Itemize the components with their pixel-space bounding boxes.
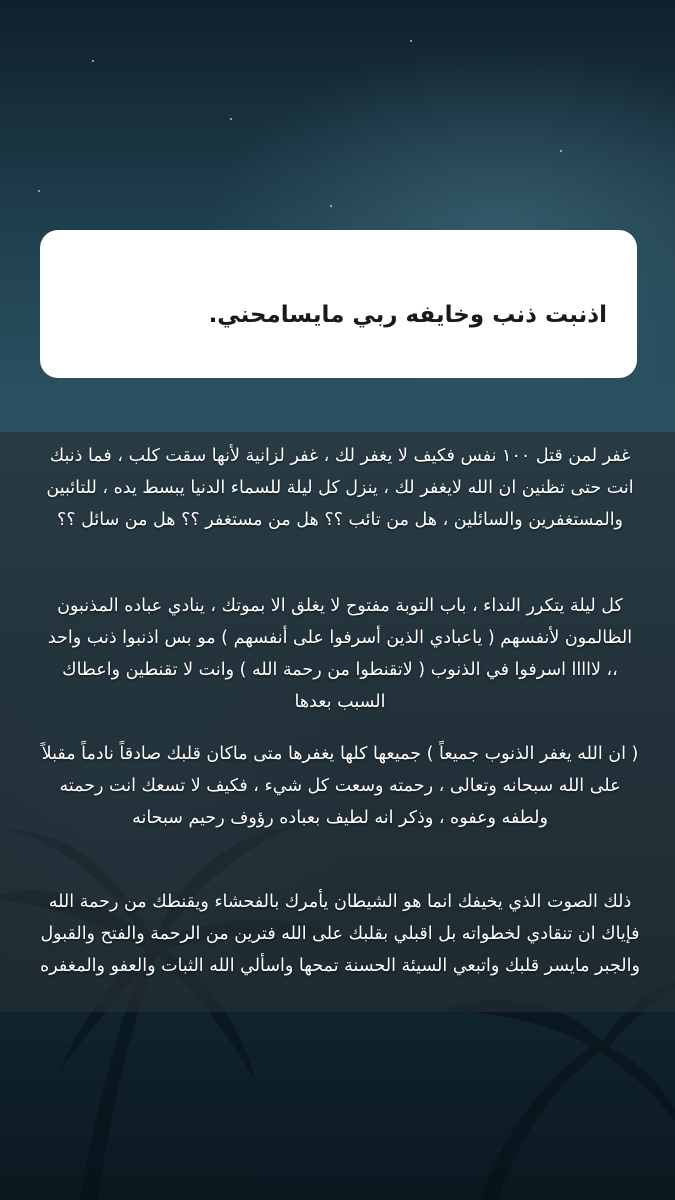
star-decoration: [410, 40, 412, 42]
question-text: اذنبت ذنب وخايفه ربي مايسامحني.: [208, 302, 607, 328]
answer-paragraph-1: غفر لمن قتل ١٠٠ نفس فكيف لا يغفر لك ، غفر لزانية لأنها سقت كلب ، فما ذنبك انت حتى تظنين ان الله لايغفر لك ، ينزل كل ليلة للسماء الدنيا يبسط يده ، للتائبين والمستغفرين والسائلين ، هل من تائب ؟؟ هل من مستغفر ؟؟ هل من سائل ؟؟: [46, 446, 634, 530]
star-decoration: [92, 60, 94, 62]
star-decoration: [38, 190, 40, 192]
answer-paragraph-3: ( ان الله يغفر الذنوب جميعاً ) جميعها كلها يغفرها متى ماكان قلبك صادقاً نادماً مقبلاً على الله سبحانه وتعالى ، رحمته وسعت كل شيء ، فكيف لا تسعك انت رحمته ولطفه وعفوه ، وذكر انه لطيف بعباده رؤوف رحيم سبحانه: [41, 744, 639, 828]
star-decoration: [330, 205, 332, 207]
answer-paragraph-4: ذلك الصوت الذي يخيفك انما هو الشيطان يأمرك بالفحشاء ويقنطك من رحمة الله فإياك ان تنقادي لخطواته بل اقبلي بقلبك على الله فترين من الرحمة والفتح والقبول والجبر مايسر قلبك واتبعي السيئة الحسنة تمحها واسألي الله الثبات والعفو والمغفره: [40, 892, 640, 976]
question-card: [40, 230, 637, 378]
star-decoration: [560, 150, 562, 152]
answer-paragraph-2: كل ليلة يتكرر النداء ، باب التوبة مفتوح لا يغلق الا بموتك ، ينادي عباده المذنبون الظالمون لأنفسهم ( ياعبادي الذين أسرفوا على أنفسهم ) مو بس اذنبوا ذنب واحد ،، لااااا اسرفوا في الذنوب ( لاتقنطوا من رحمة الله ) وانت لا تقنطين واعطاك السبب بعدها: [47, 596, 633, 712]
star-decoration: [230, 118, 232, 120]
